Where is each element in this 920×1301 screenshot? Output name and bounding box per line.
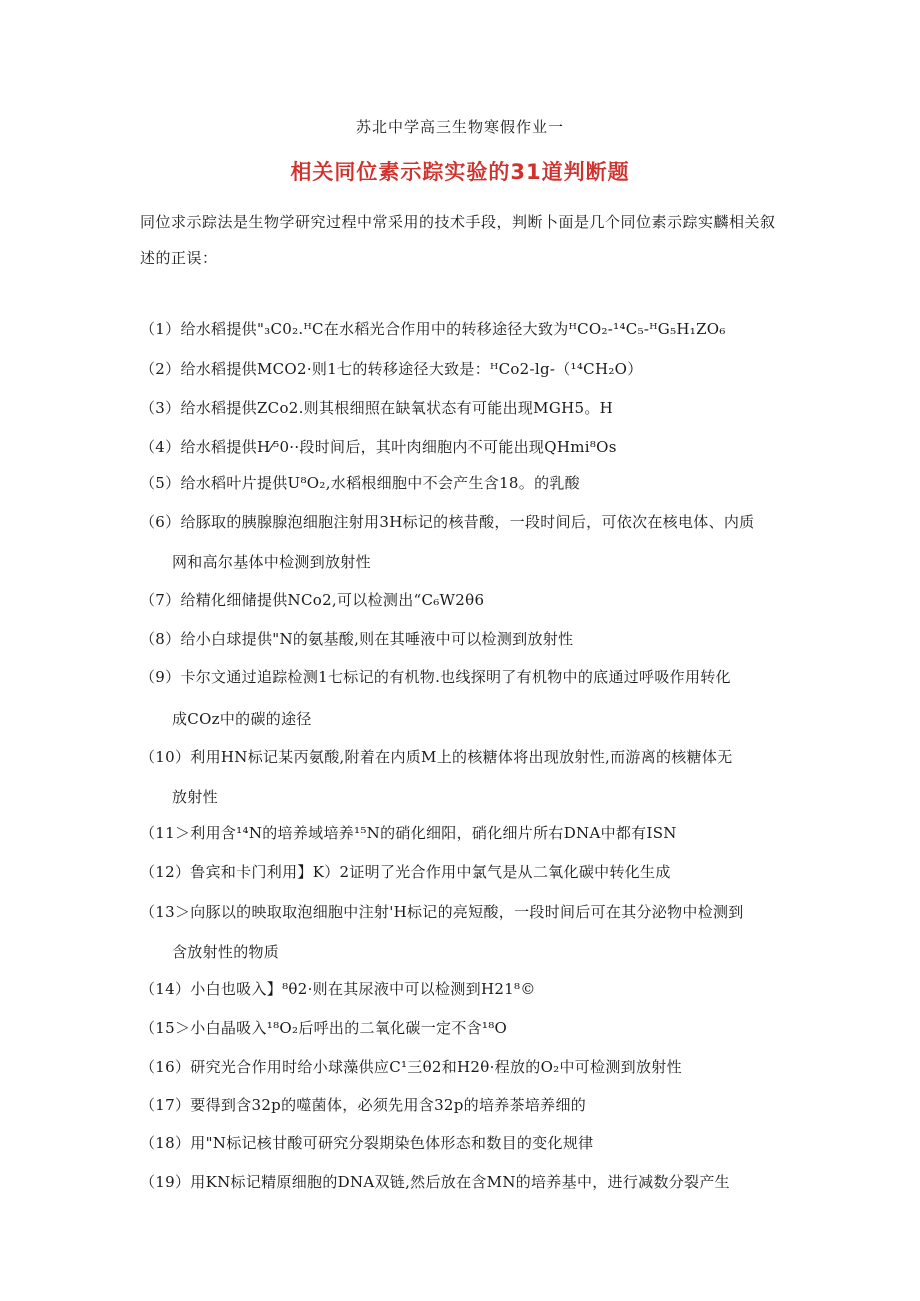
intro-paragraph: 同位求示踪法是生物学研究过程中常采用的技术手段，判断卜面是几个同位素示踪实麟相关叙述的正误： xyxy=(140,213,776,267)
question-item: （3）给水稻提供ZCo2.则其根细照在缺氧状态有可能出现MGH5。H xyxy=(140,399,614,417)
question-item: （16）研究光合作用时给小球藻供应C¹三θ2和H2θ·程放的O₂中可检测到放射性 xyxy=(140,1058,682,1076)
question-item: （2）给水稻提供MCO2·则1七的转移途径大致是：ᴴCo2-lg-（¹⁴CH₂O） xyxy=(140,360,643,378)
question-item: （8）给小白球提供"N的氨基酸,则在其唾液中可以检测到放射性 xyxy=(140,630,574,648)
question-item: （14）小白也吸入】⁸θ2·则在其尿液中可以检测到H21⁸© xyxy=(140,980,536,998)
question-item: （7）给精化细储提供NCo2,可以检测出“C₆W2θ6 xyxy=(140,591,485,609)
question-item: （17）要得到含32p的噬菌体，必须先用含32p的培养茶培养细的 xyxy=(140,1096,587,1114)
question-item-continuation: 放射性 xyxy=(172,788,218,806)
question-item: （1）给水稻提供"₃C0₂.ᴴC在水稻光合作用中的转移途径大致为ᴴCO₂-¹⁴C₅-ᴴG₅H₁ZO₆ xyxy=(140,320,726,338)
question-item: （12）鲁宾和卡门利用】K）2证明了光合作用中氯气是从二氧化碳中转化生成 xyxy=(140,863,671,881)
question-item: （4）给水稻提供H⁄⁵0··段时间后，其叶肉细胞内不可能出现QHmi⁸Os xyxy=(140,438,617,456)
question-item: （19）用KN标记精原细胞的DNA双链,然后放在含MN的培养基中，进行减数分裂产生 xyxy=(140,1173,730,1191)
question-item: （11＞利用含¹⁴N的培养域培养¹⁵N的硝化细阳，硝化细片所右DNA中都有ISN xyxy=(140,824,677,842)
question-item: （10）利用HN标记某丙氨酸,附着在内质M上的核糖体将出现放射性,而游离的核糖体无 xyxy=(140,748,733,766)
document-subtitle: 苏北中学高三生物寒假作业一 xyxy=(355,118,564,136)
question-item: （6）给豚取的胰腺腺泡细胞注射用3H标记的核昔酸，一段时间后，可依次在核电体、内质 xyxy=(140,513,755,531)
question-item: （13＞向豚以的映取取泡细胞中注射'H标记的亮短酸，一段时间后可在其分泌物中检测到 xyxy=(140,903,744,921)
question-item-continuation: 网和高尔基体中检测到放射性 xyxy=(172,553,371,571)
question-item-continuation: 含放射性的物质 xyxy=(172,943,280,961)
question-item: （5）给水稻叶片提供U⁸O₂,水稻根细胞中不会产生含18。的乳酸 xyxy=(140,474,580,492)
question-item: （9）卡尔文通过追踪检测1七标记的有机物.也线探明了有机物中的底通过呼吸作用转化 xyxy=(140,668,731,686)
question-item: （18）用"N标记核甘酸可研究分裂期染色体形态和数目的变化规律 xyxy=(140,1134,594,1152)
document-title: 相关同位素示踪实验的31道判断题 xyxy=(290,160,630,184)
question-item: （15＞小白晶吸入¹⁸O₂后呼出的二氧化碳一定不含¹⁸O xyxy=(140,1019,508,1037)
question-item-continuation: 成COz中的碳的途径 xyxy=(172,710,312,728)
